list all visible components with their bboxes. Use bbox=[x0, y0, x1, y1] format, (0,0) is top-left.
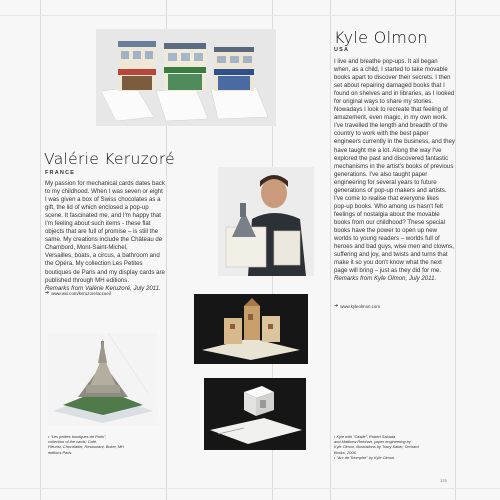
mont-saint-michel-illustration bbox=[48, 333, 158, 425]
bio-line: gift, the lid of which enclosed a pop-up bbox=[45, 204, 149, 212]
bio-line: make it so you don't know what the next bbox=[334, 259, 442, 267]
bio-line: to my childhood. When I was seven or eight bbox=[45, 188, 163, 196]
website-link-left[interactable]: www.wix.com/keruzore/accueil bbox=[51, 290, 111, 296]
caption-line: collection of the cards: Café, bbox=[48, 439, 98, 445]
bio-line: Chambord, Mont-Saint-Michel, bbox=[45, 244, 128, 252]
popup-shop-cards-illustration bbox=[96, 29, 276, 126]
bio-line: generations. I've also taught paper bbox=[334, 170, 428, 178]
artist-bio-right bbox=[334, 58, 456, 283]
caption-left bbox=[48, 434, 158, 455]
page-number: 123 bbox=[440, 478, 447, 483]
arc-de-triomphe-photo bbox=[204, 378, 306, 450]
bio-line: Versailles, boats, a circus, a bathroom and bbox=[45, 252, 160, 260]
bio-line: for original ways to share my stories. bbox=[334, 98, 433, 106]
bio-line: scene. It fascinated me, and I'm happy that bbox=[45, 212, 161, 220]
bio-line: mechanisms in the artist's books of previous bbox=[334, 162, 454, 170]
bio-line: have taught me a lot. Along the way I've bbox=[334, 146, 442, 154]
website-link-right[interactable]: www.kyleolmon.com bbox=[340, 303, 380, 309]
caption-line: Kyle Olmon, illustrations by Tracy Sabin, Orchard bbox=[334, 444, 419, 450]
popup-book-illustration bbox=[194, 294, 308, 364]
bio-line: books have the power to open up new bbox=[334, 226, 437, 234]
bio-line: feelings of nostalgia about the movable bbox=[334, 210, 440, 218]
caption-line: éditions Paris. bbox=[48, 449, 73, 455]
bio-line: I live and breathe pop-ups. It all began bbox=[334, 58, 438, 65]
kyle-with-castle-illustration bbox=[218, 167, 314, 276]
caption-line: and Matthew Reinhart, paper engineering by bbox=[334, 439, 411, 445]
arrow-right-icon: ➔ bbox=[45, 290, 50, 296]
bio-line: when, as a child, I started to take movable bbox=[334, 66, 448, 74]
bio-line: I'm feeling about such items - these flat bbox=[45, 220, 151, 228]
bio-line: suffering and joy, and twists and turns that bbox=[334, 251, 448, 259]
artist-website-left[interactable] bbox=[45, 290, 111, 296]
column-guide bbox=[330, 0, 331, 500]
bio-line: published through MH editions. bbox=[45, 276, 130, 284]
bio-line: engineers currently in the business, and they bbox=[334, 138, 455, 146]
bio-line: set about repairing damaged books that I bbox=[334, 82, 445, 90]
caption-line: • "Les petites boutiques de Paris", bbox=[48, 434, 107, 439]
bio-line: found on shelves and in libraries, as I looked bbox=[334, 90, 455, 98]
artist-name-right: Kyle Olmon bbox=[334, 28, 428, 47]
bio-line: books from our childhood? These special bbox=[334, 218, 445, 226]
bio-line: generations of pop-up makers and artists. bbox=[334, 186, 447, 194]
bio-line: worlds to young readers – worlds full of bbox=[334, 235, 440, 243]
row-guide bbox=[0, 488, 500, 489]
bio-line: explored the past and discovered fantastic bbox=[334, 154, 449, 162]
caption-right bbox=[334, 434, 456, 460]
bio-line: country to work with the best paper bbox=[334, 130, 429, 138]
bio-line: Nowadays I look to recreate that feeling of bbox=[334, 106, 448, 114]
bio-line: I've come to realise that everyone likes bbox=[334, 194, 439, 202]
bio-line: I was given a box of Swiss chocolates as a bbox=[45, 196, 161, 204]
bio-line: same. My creations include the Château de bbox=[45, 236, 163, 244]
artist-remarks-right: Remarks from Kyle Olmon, July 2011. bbox=[334, 275, 437, 283]
artist-remarks-left: Remarks from Valérie Keruzoré, July 2011. bbox=[45, 284, 161, 292]
bio-line: boutiques de Paris and my display cards are bbox=[45, 268, 165, 276]
bio-line: I've travelled the length and breadth of the bbox=[334, 122, 448, 130]
caption-line: • "Arc de Triomphe" by Kyle Olmon. bbox=[334, 454, 396, 460]
bio-line: page will bring – just as they did for me. bbox=[334, 267, 442, 275]
arrow-right-icon: ➔ bbox=[334, 303, 339, 309]
caption-line: • Kyle with "Castle", Robert Sabuda bbox=[334, 434, 396, 439]
bio-line: engineering for several years to future bbox=[334, 178, 437, 186]
bio-line: My passion for mechanical cards dates back bbox=[45, 180, 165, 187]
bio-line: books apart to discover their secrets. I then bbox=[334, 74, 451, 82]
row-guide bbox=[0, 15, 500, 16]
bio-line: objects that are full of promise – is still the bbox=[45, 228, 159, 236]
column-guide bbox=[40, 0, 41, 500]
artist-country-left: FRANCE bbox=[45, 170, 76, 176]
bio-line: the Opéra. My collection Les Petites bbox=[45, 260, 143, 268]
caption-line: Books, 2006. bbox=[334, 449, 357, 455]
artist-country-right: USA bbox=[334, 47, 350, 53]
kyle-with-castle-photo bbox=[218, 167, 314, 276]
bio-line: heroes and bad guys, wise men and clowns, bbox=[334, 243, 454, 251]
artist-website-right[interactable] bbox=[334, 303, 380, 309]
caption-line: Fleurist, Chocolatier, Restaurant, Boker, MH bbox=[48, 444, 124, 450]
artist-name-left: Valérie Keruzoré bbox=[44, 150, 175, 168]
popup-shop-cards-photo bbox=[96, 29, 276, 126]
bio-line: pop-up books. Who among us hasn't felt bbox=[334, 202, 443, 210]
artist-bio-left bbox=[45, 180, 169, 293]
mont-saint-michel-popup-photo bbox=[48, 333, 158, 425]
arc-de-triomphe-illustration bbox=[204, 378, 306, 450]
bio-line: amazement, even magic, in my own work. bbox=[334, 114, 448, 122]
popup-book-photo bbox=[194, 294, 308, 364]
